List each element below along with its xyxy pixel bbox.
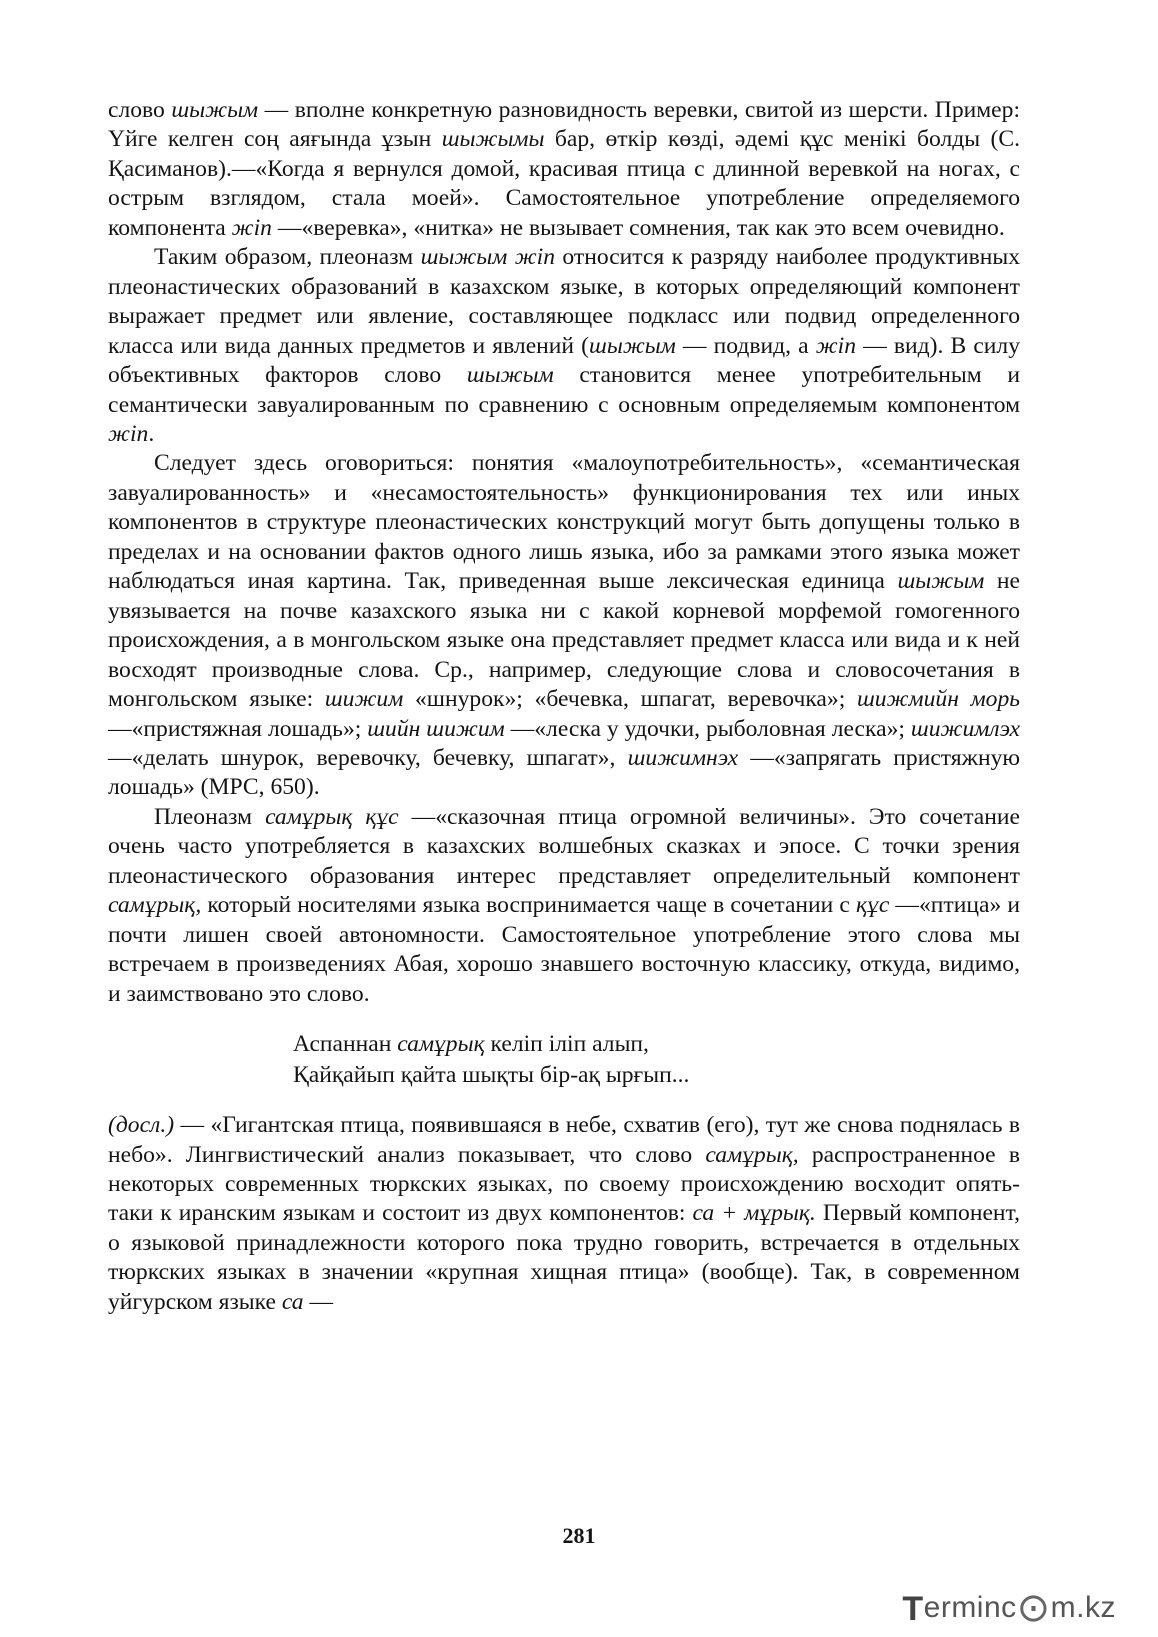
text-run: —«леска у удочки, рыболовная леска»; — [504, 715, 911, 742]
text-run: Следует здесь оговориться: понятия «малоупотребительность», «семантическая завуалированность» и «несамостоятельность» функционирования тех или иных компонентов в структуре плеонастических конструкций могут быть допущены только в пределах и на основании фактов одного лишь языка, ибо за рамками этого языка может наблюдаться иная картина. Так, приведенная выше лексическая единица — [108, 450, 1020, 595]
italic-term: са + мұрық. — [692, 1200, 816, 1227]
text-run: —«веревка», «нитка» не вызывает сомнения, так как это всем очевидно. — [271, 214, 1005, 241]
text-run: — вид). В силу объективных факторов слово — [108, 332, 1020, 389]
italic-term: самұрық, — [108, 892, 202, 919]
text-run: не увязывается на почве казахского языка ни с какой корневой морфемой гомогенного происхождения, а в монгольском языке она представляет предмет класса или вида и к ней восходят производные слова. Ср., например, следующие слова и словосочетания в монгольском языке: — [108, 568, 1021, 713]
italic-term: шижимлэх — [910, 715, 1020, 742]
italic-term: шийн шижим — [367, 715, 505, 742]
poem-quote — [293, 1029, 1020, 1091]
italic-term: жіп — [815, 332, 857, 359]
page-body — [108, 96, 1020, 1317]
text-run: бар, өткір көзді, әдемі құс менікі болды (С. Қасиманов).—«Когда я вернулся домой, красивая птица с длинной веревкой на ногах, с острым взглядом, стала моей». Самостоятельное употребление определяемого компонента — [108, 126, 1021, 241]
text-run: —«делать шнурок, веревочку, бечевку, шпагат», — [108, 744, 628, 771]
text-run: слово — [108, 97, 172, 123]
italic-term: шыжым — [466, 362, 554, 389]
italic-term: шыжым жіп — [420, 244, 556, 271]
text-run: Аспаннан — [293, 1031, 398, 1058]
italic-term: (досл.) — [108, 1112, 175, 1139]
text-run: Қайқайып қайта шықты бір-ақ ырғып... — [293, 1062, 690, 1089]
text-run: —«запрягать пристяжную лошадь» (МРС, 650). — [108, 744, 1020, 801]
text-run: «шнурок»; «бечевка, шпагат, веревочка»; — [403, 686, 857, 713]
paragraph-3 — [108, 449, 1020, 802]
paragraph-1 — [108, 96, 1020, 243]
text-run: Таким образом, плеоназм — [154, 244, 421, 271]
text-run: — подвид, а — [675, 332, 816, 359]
page-number: 281 — [562, 1523, 596, 1548]
text-run: — «Гигантская птица, появившаяся в небе, схватив (его), тут же снова поднялась в небо». Лингвистический анализ показывает, что слово — [108, 1112, 1020, 1168]
watermark-middle: erminc — [923, 1591, 1017, 1624]
site-watermark: Terminc⊙m.kz — [902, 1586, 1116, 1630]
italic-term: құс — [855, 892, 890, 919]
text-run: —«птица» и почти лишен своей автономности. Самостоятельное употребление этого слова мы встречаем в произведениях Абая, хорошо знавшего восточную классику, откуда, видимо, и заимствовано это слово. — [108, 892, 1020, 1007]
watermark-end: m.kz — [1050, 1591, 1116, 1624]
italic-term: шыжым — [589, 332, 676, 359]
italic-term: шижмийн морь — [856, 686, 1021, 713]
italic-term: шижим — [324, 686, 404, 713]
italic-term: шижимнэх — [627, 744, 739, 771]
italic-term: шыжым — [897, 568, 985, 595]
text-run: Плеоназм — [154, 803, 266, 830]
italic-term: жіп — [108, 420, 149, 447]
text-run: становится менее употребительным и семантически завуалированным по сравнению с основным определяемым компонентом — [108, 362, 1020, 418]
paragraph-4 — [108, 803, 1020, 1009]
text-run: . — [148, 420, 155, 447]
text-run: келіп іліп алып, — [484, 1031, 649, 1058]
text-run: —«пристяжная лошадь»; — [108, 715, 368, 742]
text-run: — вполне конкретную разновидность веревки, свитой из шерсти. Пример: Үйге келген соң аяғында ұзын — [108, 97, 1021, 153]
text-run: —«сказочная птица огромной величины». Это сочетание очень часто употребляется в казахских волшебных сказках и эпосе. С точки зрения плеонастического образования интерес представляет определительный компонент — [108, 803, 1020, 889]
text-run: относится к разряду наиболее продуктивных плеонастических образований в казахском языке, в которых определяющий компонент выражает предмет или явление, составляющее подкласс или подвид определенного класса или вида данных предметов и явлений ( — [108, 244, 1021, 359]
text-run: — — [303, 1288, 334, 1315]
italic-term: жіп — [231, 214, 272, 241]
italic-term: шыжым — [171, 97, 259, 123]
italic-term: самұрық, — [705, 1141, 799, 1168]
watermark-t: T — [902, 1590, 924, 1628]
text-run: распространенное в некоторых современных тюркских языках, по своему происхождению восходит опять-таки к иранским языкам и состоит из двух компонентов: — [108, 1141, 1020, 1227]
poem-line-1 — [293, 1029, 1020, 1060]
poem-line-2 — [293, 1060, 1020, 1091]
paragraph-2 — [108, 243, 1020, 449]
italic-term: самұрық — [397, 1031, 485, 1058]
text-run: который носителями языка воспринимается чаще в сочетании с — [201, 892, 856, 919]
italic-term: са — [281, 1288, 304, 1315]
italic-term: шыжымы — [441, 126, 545, 153]
text-run: Первый компонент, о языковой принадлежности которого пока трудно говорить, встречается в отдельных тюркских языках в значении «крупная хищная птица» (вообще). Так, в современном уйгурском языке — [108, 1200, 1020, 1315]
paragraph-5 — [108, 1111, 1020, 1317]
italic-term: самұрық құс — [265, 803, 399, 830]
